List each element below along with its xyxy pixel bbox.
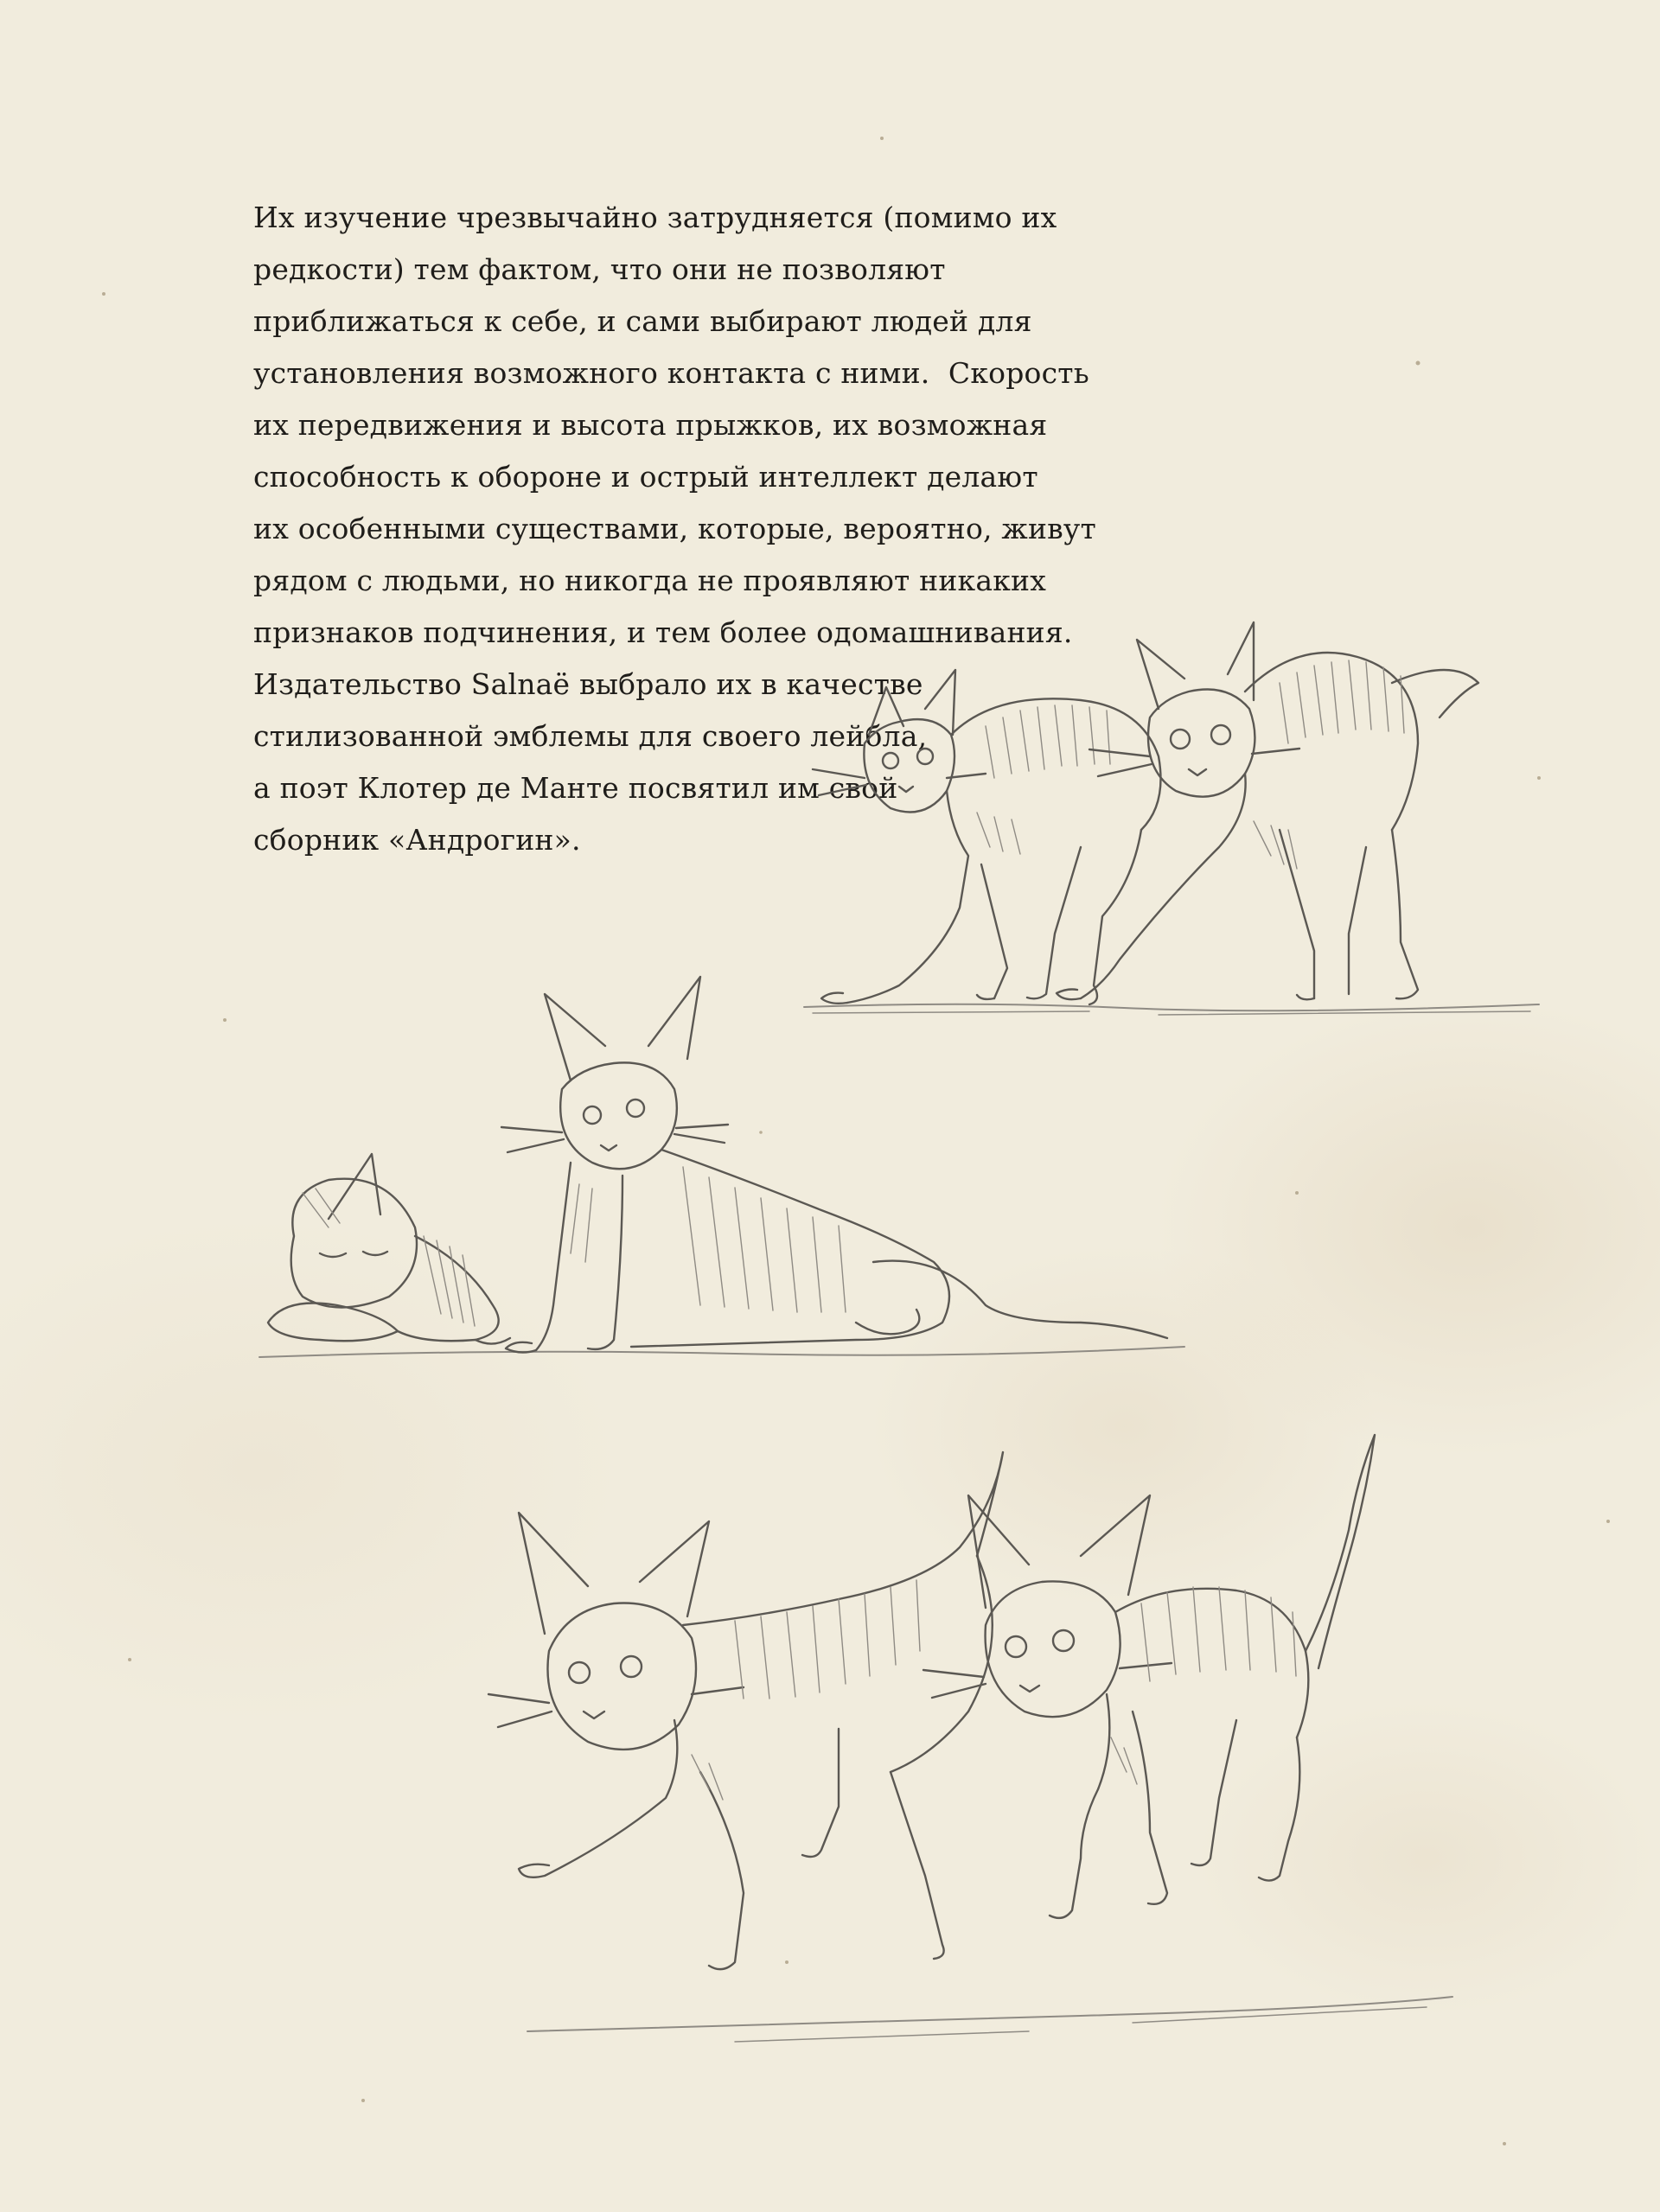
text-line: стилизованной эмблемы для своего лейбла, <box>253 719 928 753</box>
sketch-cats-resting <box>251 977 1202 1383</box>
text-line: Издательство Salnaё выбрало их в качестве <box>253 667 923 701</box>
text-line: а поэт Клотер де Манте посвятил им свой <box>253 771 898 805</box>
sketch-cats-running <box>476 1426 1461 2066</box>
text-line: рядом с людьми, но никогда не проявляют никаких <box>253 564 1047 597</box>
text-line: признаков подчинения, и тем более одомашнивания. <box>253 615 1073 649</box>
text-line: их передвижения и высота прыжков, их возможная <box>253 408 1048 442</box>
text-line: сборник «Андрогин». <box>253 823 581 857</box>
text-line: способность к обороне и острый интеллект делают <box>253 460 1038 494</box>
text-line: Их изучение чрезвычайно затрудняется (помимо их <box>253 201 1057 234</box>
text-line: редкости) тем фактом, что они не позволяют <box>253 252 946 286</box>
text-line: установления возможного контакта с ними. Скорость <box>253 356 1089 390</box>
text-line: приближаться к себе, и сами выбирают людей для <box>253 304 1032 338</box>
text-line: их особенными существами, которые, вероятно, живут <box>253 512 1096 545</box>
